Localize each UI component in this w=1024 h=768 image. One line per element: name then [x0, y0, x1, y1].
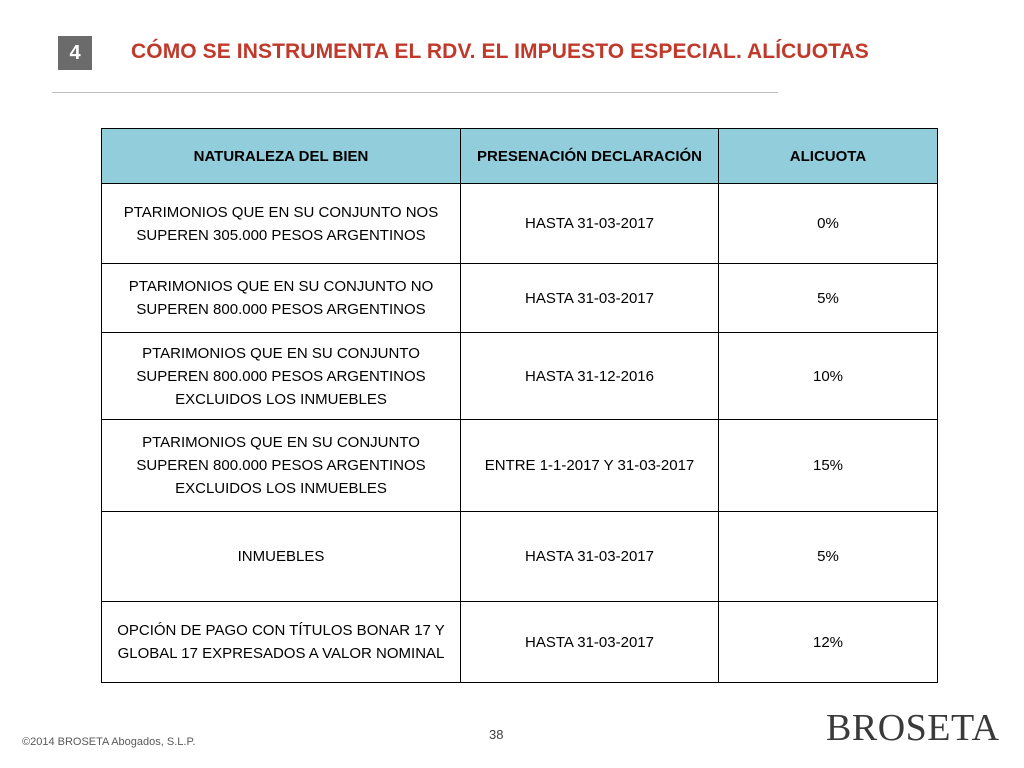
- cell-naturaleza-line: PTARIMONIOS QUE EN SU CONJUNTO: [142, 344, 420, 362]
- cell-naturaleza: [102, 333, 461, 420]
- cell-naturaleza-line: OPCIÓN DE PAGO CON TÍTULOS BONAR 17 Y: [117, 622, 445, 639]
- column-header-presentacion: PRESENACIÓN DECLARACIÓN: [461, 129, 719, 184]
- column-header-naturaleza: NATURALEZA DEL BIEN: [102, 129, 461, 184]
- cell-presentacion: HASTA 31-03-2017: [461, 602, 719, 683]
- cell-naturaleza: [102, 420, 461, 512]
- table-row: [102, 184, 938, 264]
- cell-naturaleza: [102, 264, 461, 333]
- cell-naturaleza-line: PTARIMONIOS QUE EN SU CONJUNTO: [142, 434, 420, 451]
- column-header-alicuota: ALICUOTA: [719, 129, 938, 184]
- cell-naturaleza-line: EXCLUIDOS LOS INMUEBLES: [175, 480, 387, 497]
- copyright-text: ©2014 BROSETA Abogados, S.L.P.: [22, 736, 196, 748]
- cell-presentacion: HASTA 31-03-2017: [461, 184, 719, 264]
- cell-alicuota: 10%: [719, 333, 938, 420]
- cell-naturaleza: [102, 512, 461, 602]
- cell-presentacion: HASTA 31-03-2017: [461, 264, 719, 333]
- cell-presentacion: HASTA 31-12-2016: [461, 333, 719, 420]
- cell-naturaleza-line: PTARIMONIOS QUE EN SU CONJUNTO NO: [128, 278, 434, 295]
- table-row: [102, 420, 938, 512]
- table-body: [102, 184, 938, 683]
- cell-alicuota: 5%: [719, 512, 938, 602]
- section-number-badge: 4: [58, 36, 92, 70]
- cell-alicuota: 12%: [719, 602, 938, 683]
- cell-naturaleza-line: GLOBAL 17 EXPRESADOS A VALOR NOMINAL: [117, 645, 445, 662]
- cell-naturaleza-line: PTARIMONIOS QUE EN SU CONJUNTO NOS: [123, 203, 439, 221]
- cell-presentacion: HASTA 31-03-2017: [461, 512, 719, 602]
- table-row: [102, 333, 938, 420]
- cell-naturaleza-line: SUPEREN 305.000 PESOS ARGENTINOS: [136, 226, 426, 244]
- table-row: [102, 602, 938, 683]
- cell-naturaleza: [102, 184, 461, 264]
- cell-naturaleza-line: SUPEREN 800.000 PESOS ARGENTINOS: [136, 457, 426, 474]
- title-divider: [52, 92, 778, 93]
- cell-naturaleza-line: INMUEBLES: [237, 548, 325, 565]
- page-number: 38: [489, 727, 504, 742]
- aliquot-table: [101, 128, 938, 683]
- cell-naturaleza: [102, 602, 461, 683]
- broseta-logo: BROSETA: [826, 707, 1000, 749]
- table-row: [102, 512, 938, 602]
- cell-alicuota: 5%: [719, 264, 938, 333]
- table-row: [102, 264, 938, 333]
- cell-alicuota: 15%: [719, 420, 938, 512]
- cell-presentacion: ENTRE 1-1-2017 Y 31-03-2017: [461, 420, 719, 512]
- cell-naturaleza-line: EXCLUIDOS LOS INMUEBLES: [175, 390, 387, 408]
- cell-naturaleza-line: SUPEREN 800.000 PESOS ARGENTINOS: [136, 367, 426, 385]
- page-title: CÓMO SE INSTRUMENTA EL RDV. EL IMPUESTO ESPECIAL. ALÍCUOTAS: [131, 40, 869, 63]
- cell-alicuota: 0%: [719, 184, 938, 264]
- cell-naturaleza-line: SUPEREN 800.000 PESOS ARGENTINOS: [136, 301, 426, 318]
- table-header-row: [102, 129, 938, 184]
